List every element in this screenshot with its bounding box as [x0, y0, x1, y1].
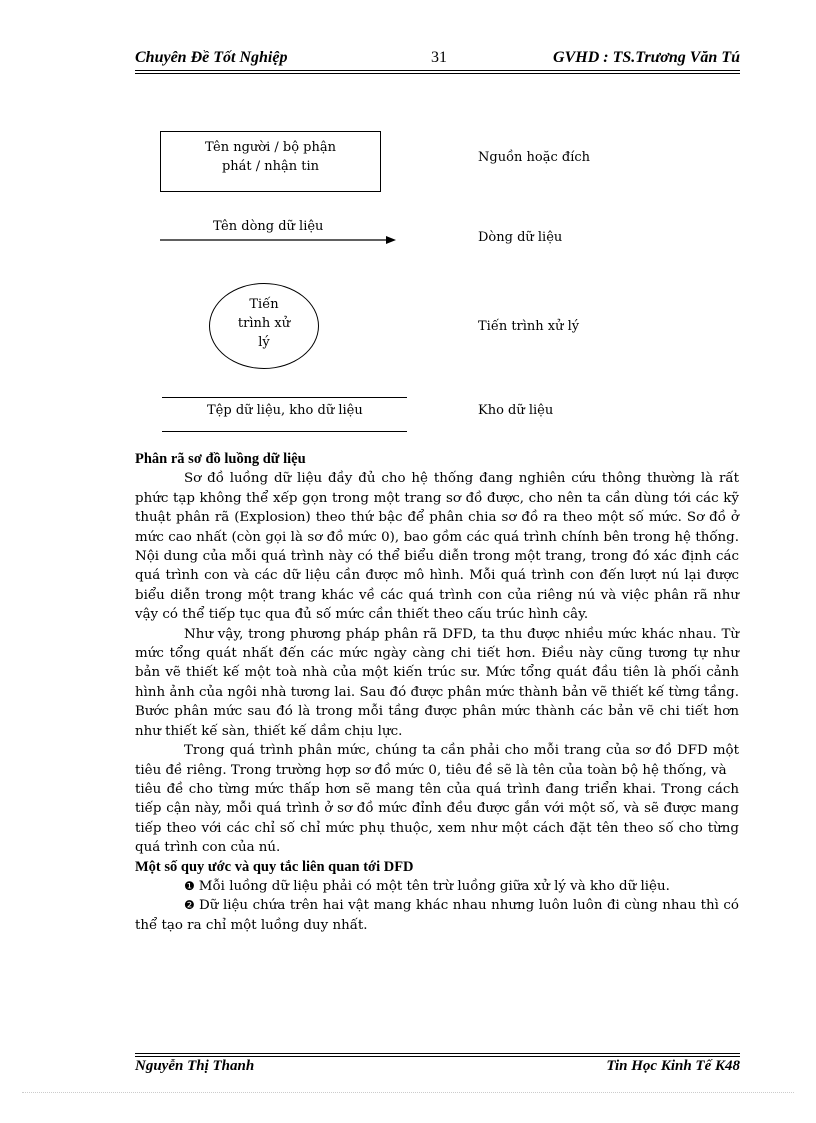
- process-meaning: Tiến trình xử lý: [478, 319, 580, 334]
- store-label: Tệp dữ liệu, kho dữ liệu: [207, 403, 363, 418]
- footer-rule: [135, 1056, 740, 1057]
- store-line-bottom: [162, 431, 407, 432]
- class-name: Tin Học Kinh Tế K48: [606, 1058, 740, 1074]
- paragraph: Trong quá trình phân mức, chúng ta cần phải cho mỗi trang của sơ đồ DFD một tiêu đề riêng. Trong trường hợp sơ đồ mức 0, tiêu đề sẽ là tên của toàn bộ hệ thống, và: [135, 743, 739, 778]
- flow-arrow-icon: [160, 233, 400, 247]
- header-rule-thin: [135, 73, 740, 74]
- body-text: [135, 450, 739, 935]
- entity-label-line2: phát / nhận tin: [221, 159, 320, 174]
- entity-label-line1: Tên người / bộ phận: [204, 140, 337, 155]
- entity-meaning: Nguồn hoặc đích: [478, 150, 591, 165]
- paragraph: Như vậy, trong phương pháp phân rã DFD, ta thu được nhiều mức khác nhau. Từ mức tổng quát nhất đến các mức ngày càng chi tiết hơn. Điều này cũng tương tự như bản vẽ thiết kế một toà nhà của một kiến trúc sư. Mức tổng quát đầu tiên là phối cảnh hình ảnh của ngôi nhà tương lai. Sau đó được phân mức thành bản vẽ thiết kế từng tầng. Bước phân mức sau đó là trong mỗi tầng được phân mức thành các bản vẽ chi tiết hơn như thiết kế sàn, thiết kế dầm chịu lực.: [135, 626, 739, 739]
- page-header: [135, 47, 740, 71]
- rule-item: [135, 877, 739, 896]
- paragraph: tiêu đề cho từng mức thấp hơn sẽ mang tên của quá trình đang triển khai. Trong cách tiếp cận này, mỗi quá trình ở sơ đồ mức đỉnh đều được gắn với một số, và sẽ được mang tiếp theo với các chỉ số chỉ mức phụ thuộc, xem như một cách đặt tên theo số cho từng quá trình con của nú.: [135, 781, 739, 856]
- page-number: 31: [431, 49, 447, 66]
- rule-text: Dữ liệu chứa trên hai vật mang khác nhau nhưng luôn luôn đi cùng nhau thì có thể tạo ra chỉ một luồng duy nhất.: [135, 898, 739, 933]
- page-edge: [22, 1092, 794, 1093]
- process-label-line2: trình xử: [237, 316, 291, 331]
- entity-symbol: [160, 131, 381, 192]
- rule-item: [135, 896, 739, 935]
- section-heading-rules: Một số quy ước và quy tắc liên quan tới DFD: [135, 858, 414, 875]
- store-meaning: Kho dữ liệu: [478, 403, 554, 418]
- advisor-name: GVHD : TS.Trương Văn Tú: [553, 49, 740, 66]
- page-footer: [135, 1058, 740, 1080]
- number-two-icon: ❷: [184, 898, 196, 913]
- document-title: Chuyên Đề Tốt Nghiệp: [135, 49, 288, 66]
- process-label-line3: lý: [258, 335, 270, 350]
- rule-text: Mỗi luồng dữ liệu phải có một tên trừ luồng giữa xử lý và kho dữ liệu.: [198, 878, 670, 894]
- process-symbol: [209, 283, 319, 369]
- section-heading-decomposition: Phân rã sơ đồ luồng dữ liệu: [135, 451, 306, 467]
- header-rule: [135, 70, 740, 71]
- store-line-top: [162, 397, 407, 398]
- number-one-icon: ❶: [184, 878, 195, 893]
- flow-meaning: Dòng dữ liệu: [478, 230, 563, 245]
- author-name: Nguyễn Thị Thanh: [135, 1058, 255, 1074]
- process-label-line1: Tiến: [249, 297, 279, 312]
- footer-rule-thin: [135, 1053, 740, 1054]
- flow-label: Tên dòng dữ liệu: [213, 219, 324, 234]
- paragraph: Sơ đồ luồng dữ liệu đầy đủ cho hệ thống đang nghiên cứu thông thường là rất phức tạp không thể xếp gọn trong một trang sơ đồ được, cho nên ta cần dùng tới các kỹ thuật phân rã (Explosion) theo thứ bậc để phân chia sơ đồ ra theo một số mức. Sơ đồ ở mức cao nhất (còn gọi là sơ đồ mức 0), bao gồm các quá trình chính bên trong hệ thống. Nội dung của mỗi quá trình này có thể biểu diễn trong một trang, trong đó xác định các quá trình con và các dữ liệu cần được mô hình. Mỗi quá trình con đến lượt nú lại được biểu diễn trong một trang khác về các quá trình con của riêng nú và việc phân rã như vậy có thể tiếp tục qua đủ số mức cần thiết theo cấu trúc hình cây.: [135, 471, 739, 623]
